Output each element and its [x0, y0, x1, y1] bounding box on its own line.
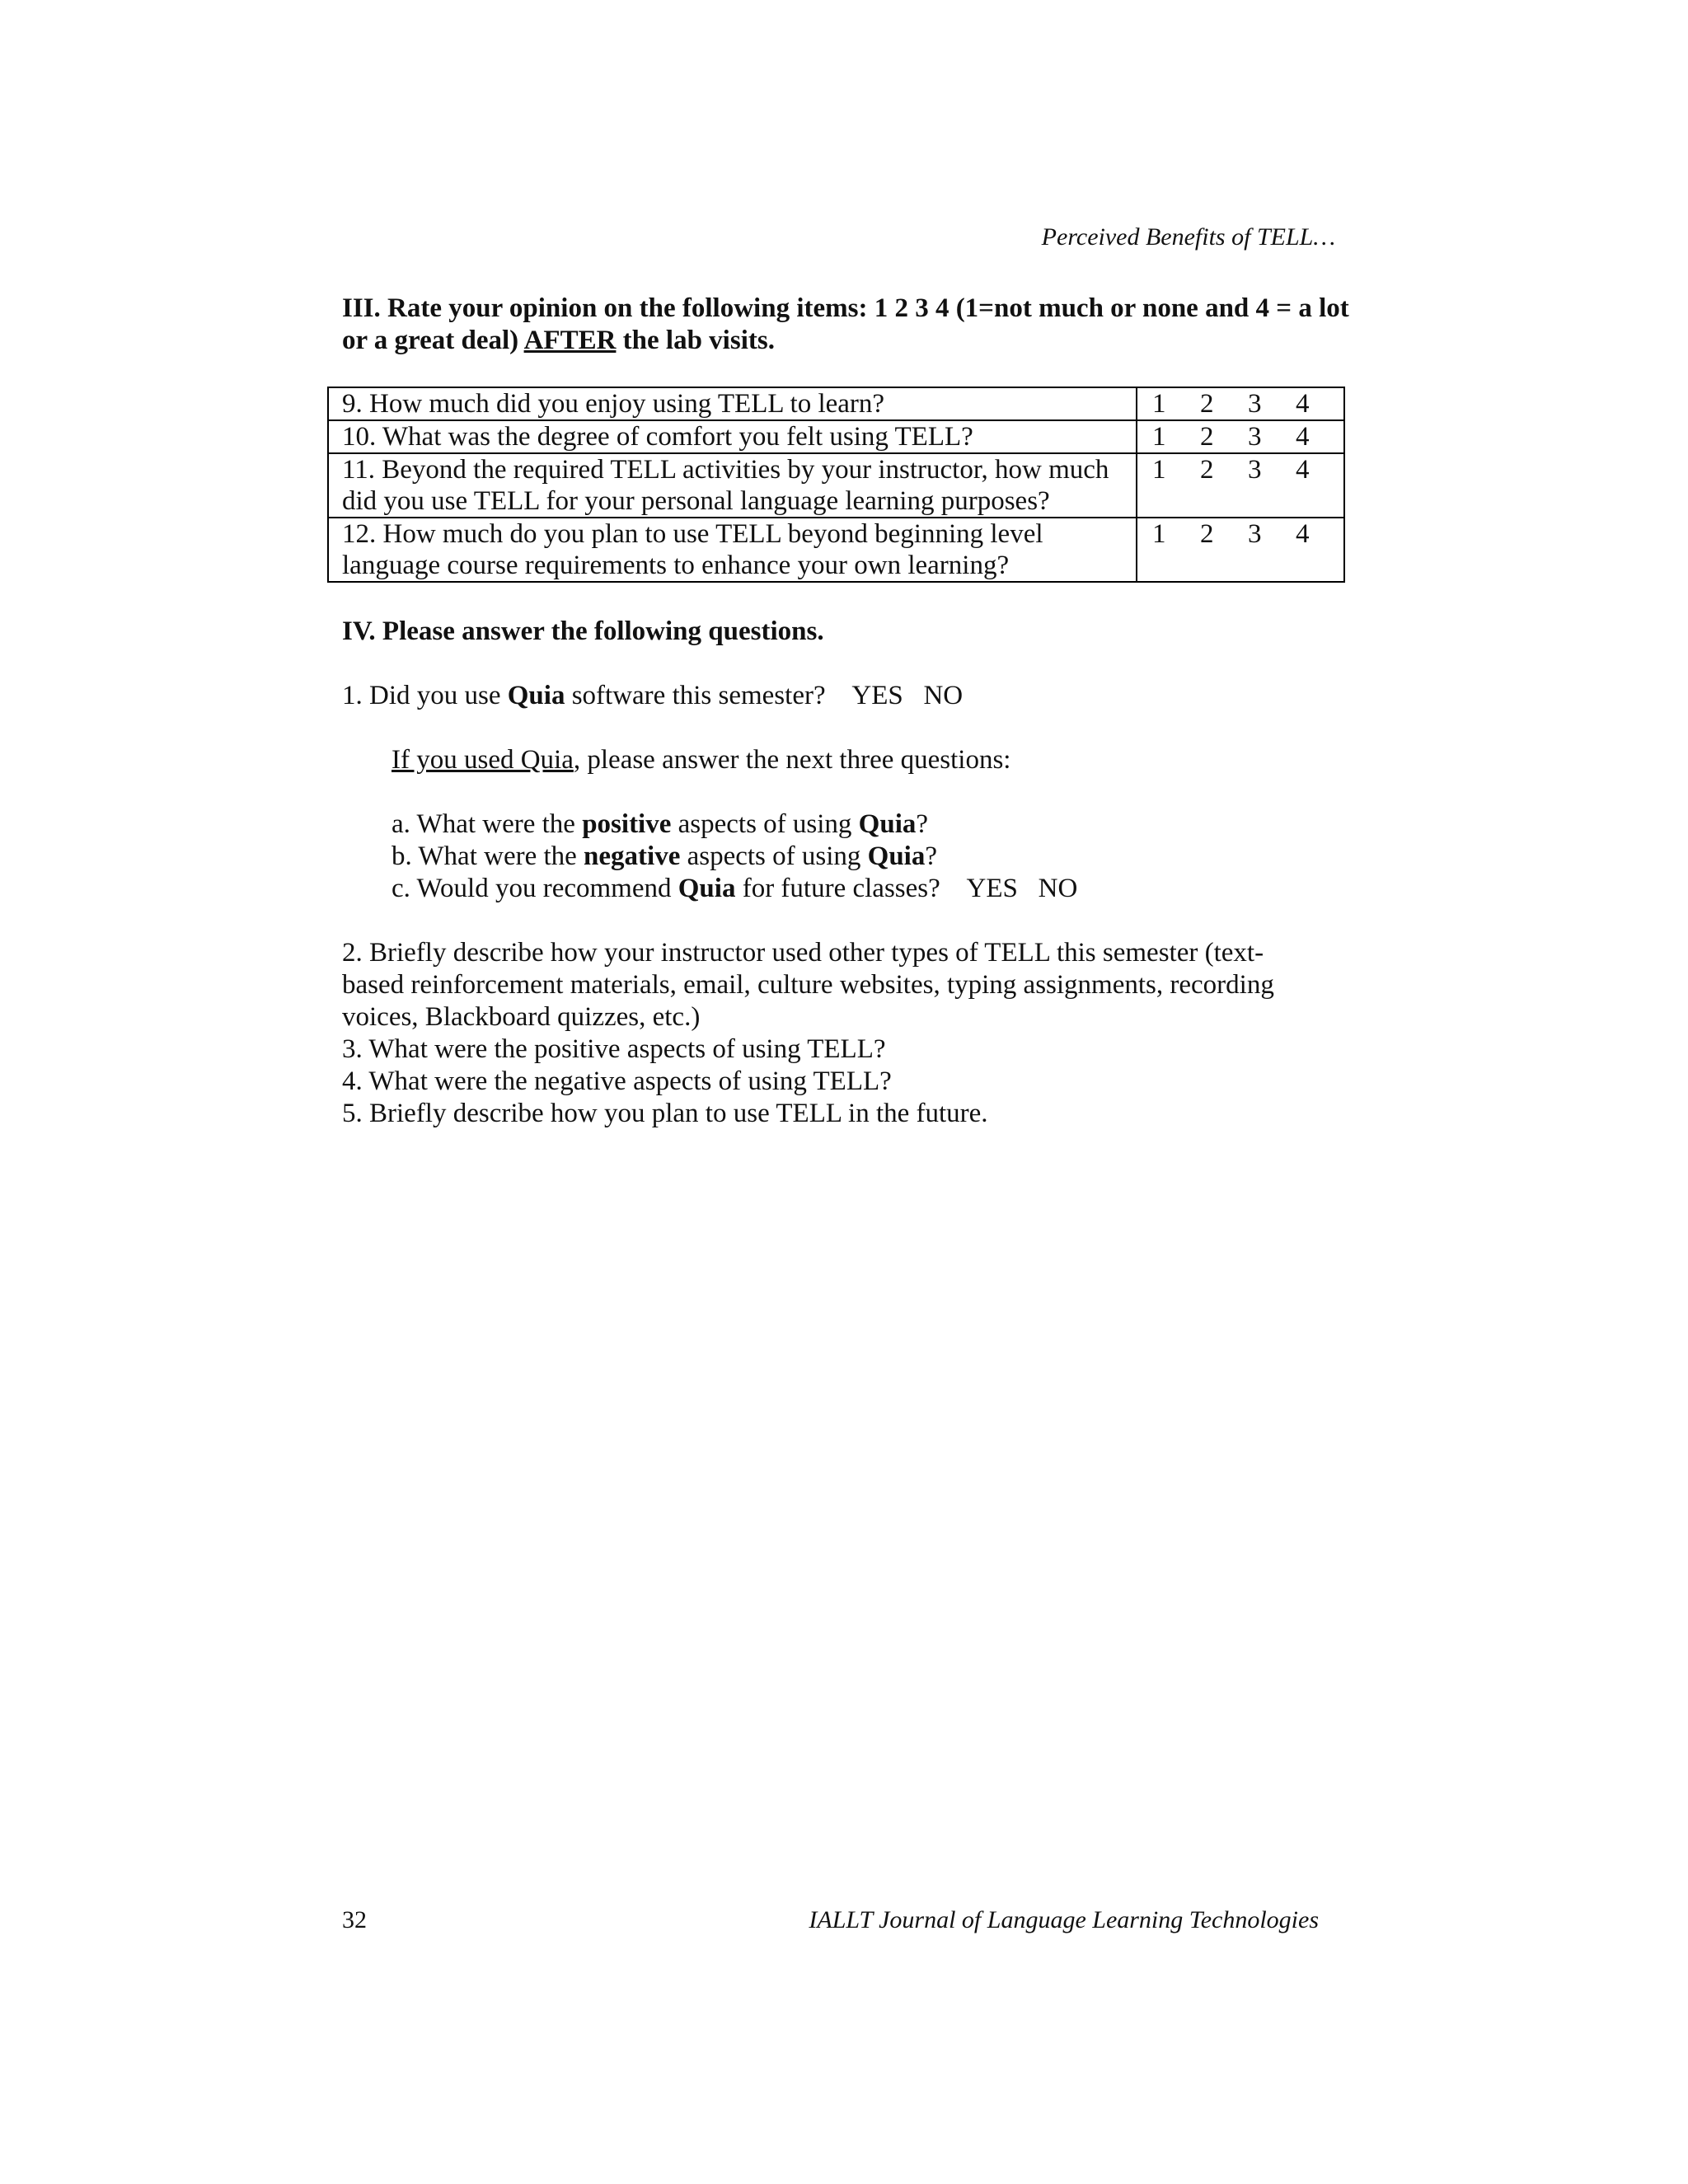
page-content [342, 293, 1356, 1130]
if-used-rest: , please answer the next three questions: [573, 745, 1011, 775]
scale-option-4[interactable]: 4 [1296, 389, 1310, 419]
question-3: 3. What were the positive aspects of using TELL? [342, 1034, 886, 1064]
section-3-title-part2: the lab visits. [616, 326, 775, 355]
question-10: 10. What was the degree of comfort you felt using TELL? [328, 420, 1137, 453]
running-head: Perceived Benefits of TELL… [1041, 223, 1335, 251]
scale-option-3[interactable]: 3 [1248, 455, 1262, 485]
question-1 [342, 680, 1356, 712]
spacer [342, 905, 1356, 937]
question-b-mid: aspects of using [680, 841, 868, 871]
question-b [342, 841, 1356, 873]
scale-option-2[interactable]: 2 [1200, 519, 1214, 549]
rating-scale-12 [1137, 518, 1344, 582]
rating-row-9 [328, 387, 1344, 420]
scale-option-1[interactable]: 1 [1152, 422, 1166, 452]
scale-option-1[interactable]: 1 [1152, 389, 1166, 419]
rating-table [327, 387, 1345, 583]
question-a-mid: aspects of using [671, 809, 859, 839]
rating-scale-11 [1137, 453, 1344, 518]
spacer [342, 712, 1356, 744]
rating-row-11 [328, 453, 1344, 518]
section-4-title: IV. Please answer the following questions. [342, 616, 824, 646]
question-a-bold1: positive [582, 809, 672, 839]
scale-option-4[interactable]: 4 [1296, 422, 1310, 452]
scale-option-3[interactable]: 3 [1248, 422, 1262, 452]
scale-option-2[interactable]: 2 [1200, 422, 1214, 452]
question-1-pre: 1. Did you use [342, 681, 508, 710]
scale-option-1[interactable]: 1 [1152, 519, 1166, 549]
if-used-instruction [342, 744, 1356, 776]
rating-row-10 [328, 420, 1344, 453]
scale-option-3[interactable]: 3 [1248, 389, 1262, 419]
section-3-title [342, 293, 1356, 357]
question-1-post: software this semester? YES NO [565, 681, 964, 710]
scale-option-3[interactable]: 3 [1248, 519, 1262, 549]
question-a-post: ? [916, 809, 929, 839]
question-c-pre: c. Would you recommend [392, 874, 678, 903]
question-11: 11. Beyond the required TELL activities by your instructor, how much did you use TELL for your personal language learning purposes? [328, 453, 1137, 518]
question-b-post: ? [925, 841, 938, 871]
page-number: 32 [342, 1906, 367, 1933]
rating-scale-10 [1137, 420, 1344, 453]
scale-option-1[interactable]: 1 [1152, 455, 1166, 485]
question-c [342, 873, 1356, 905]
scale-option-2[interactable]: 2 [1200, 389, 1214, 419]
journal-title: IALLT Journal of Language Learning Technologies [809, 1906, 1319, 1933]
question-a [342, 808, 1356, 841]
question-12: 12. How much do you plan to use TELL beyond beginning level language course requirements to enhance your own learning? [328, 518, 1137, 582]
question-b-bold1: negative [584, 841, 681, 871]
section-3-title-emphasis: AFTER [523, 326, 617, 355]
spacer [342, 776, 1356, 808]
question-a-pre: a. What were the [392, 809, 583, 839]
rating-scale-9 [1137, 387, 1344, 420]
question-b-bold2: Quia [867, 841, 926, 871]
rating-row-12 [328, 518, 1344, 582]
scale-option-4[interactable]: 4 [1296, 455, 1310, 485]
question-c-bold: Quia [678, 874, 736, 903]
scale-option-2[interactable]: 2 [1200, 455, 1214, 485]
question-1-bold: Quia [507, 681, 565, 710]
question-5: 5. Briefly describe how you plan to use TELL in the future. [342, 1099, 988, 1128]
if-used-underlined: If you used Quia [392, 745, 574, 775]
question-a-bold2: Quia [858, 809, 917, 839]
question-4: 4. What were the negative aspects of using TELL? [342, 1066, 892, 1096]
question-c-post: for future classes? YES NO [735, 874, 1078, 903]
question-2: 2. Briefly describe how your instructor used other types of TELL this semester (text-based reinforcement materials, email, culture websites, typing assignments, recording voices, Blackboard quizzes, etc.) [342, 938, 1274, 1032]
section-3-title-part1: III. Rate your opinion on the following items: 1 2 3 4 (1=not much or none and 4 = a lot or a great deal) [342, 293, 1349, 355]
scale-option-4[interactable]: 4 [1296, 519, 1310, 549]
question-9: 9. How much did you enjoy using TELL to learn? [328, 387, 1137, 420]
question-b-pre: b. What were the [392, 841, 584, 871]
